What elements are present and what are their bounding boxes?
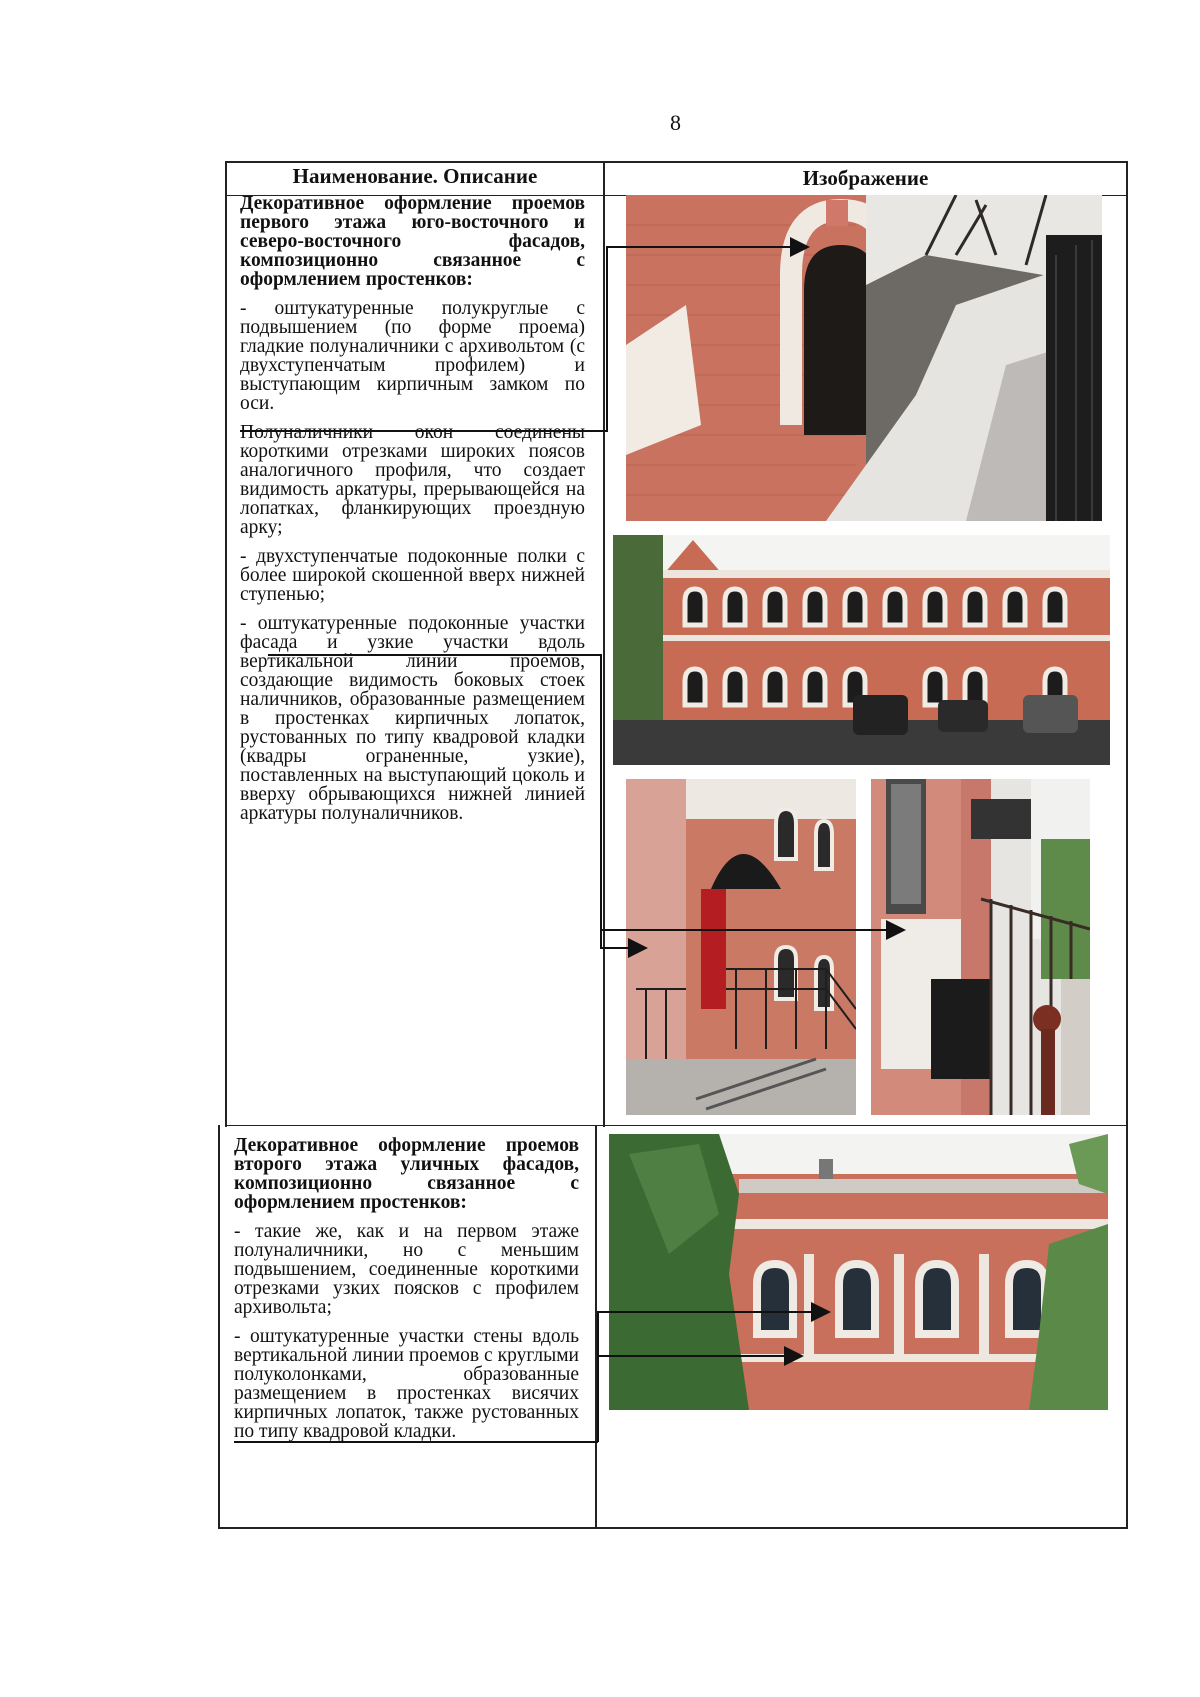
header-image: Изображение bbox=[802, 166, 929, 190]
row-2-title: Декоративное оформление проемов второго этажа уличных фасадов, композиционно связанное с оформлением простенков: bbox=[234, 1135, 579, 1213]
table-column-separator-lower bbox=[595, 1125, 597, 1529]
row-1-title: Декоративное оформление проемов первого этажа юго-восточного и северо-восточного фасадов, композиционно связанное с оформлением простенков: bbox=[240, 193, 585, 290]
row-1-description bbox=[240, 194, 585, 833]
table-row-separator bbox=[225, 1125, 1126, 1126]
row-1-item-1: - оштукатуренные полукруглые с подвышением (по форме проема) гладкие полуналичники с архивольтом (с двухступенчатым профилем) и выступающим кирпичным замком по оси. bbox=[240, 298, 585, 414]
table-border-left-lower bbox=[218, 1125, 220, 1529]
table-border-top bbox=[225, 161, 1126, 163]
table-border-left bbox=[225, 161, 227, 1127]
header-description: Наименование. Описание bbox=[292, 164, 538, 188]
row-1-item-3: - двухступенчатые подоконные полки с более широкой скошенной вверх нижней ступенью; bbox=[240, 546, 585, 605]
page-number: 8 bbox=[670, 110, 681, 135]
photo-second-floor-windows bbox=[609, 1134, 1108, 1410]
table-column-separator bbox=[603, 161, 605, 1127]
row-2-item-2: - оштукатуренные участки стены вдоль вертикальной линии проемов с круглыми полуколонками, образованные размещением в простенках висячих кирпичных лопаток, также рустованных по типу квадровой кладки. bbox=[234, 1326, 579, 1442]
row-2-item-1: - такие же, как и на первом этаже полуналичники, но с меньшим подвышением, соединенные короткими отрезками узких поясков с профилем архивольта; bbox=[234, 1221, 579, 1318]
photo-building-facade bbox=[613, 535, 1110, 765]
photo-side-facade-railing bbox=[871, 779, 1090, 1115]
table-border-right bbox=[1126, 161, 1128, 1529]
photo-entrance-canopy bbox=[626, 779, 856, 1115]
row-1-item-2: Полуналичники окон соединены короткими отрезками широких поясов аналогичного профиля, что создает видимость аркатуры, прерывающейся на лопатках, фланкирующих проездную арку; bbox=[240, 422, 585, 538]
row-1-item-4: - оштукатуренные подоконные участки фасада и узкие участки вдоль вертикальной линии проемов, создающие видимость боковых стоек наличников, образованные размещением в простенках кирпичных лопаток, рустованных по типу квадровой кладки (квадры ограненные, узкие), поставленных на выступающий цоколь и вверху обрывающихся нижней линией аркатуры полуналичников. bbox=[240, 613, 585, 824]
photo-window-arch bbox=[626, 195, 1102, 521]
row-2-description bbox=[234, 1136, 579, 1451]
table-border-bottom bbox=[218, 1527, 1126, 1529]
